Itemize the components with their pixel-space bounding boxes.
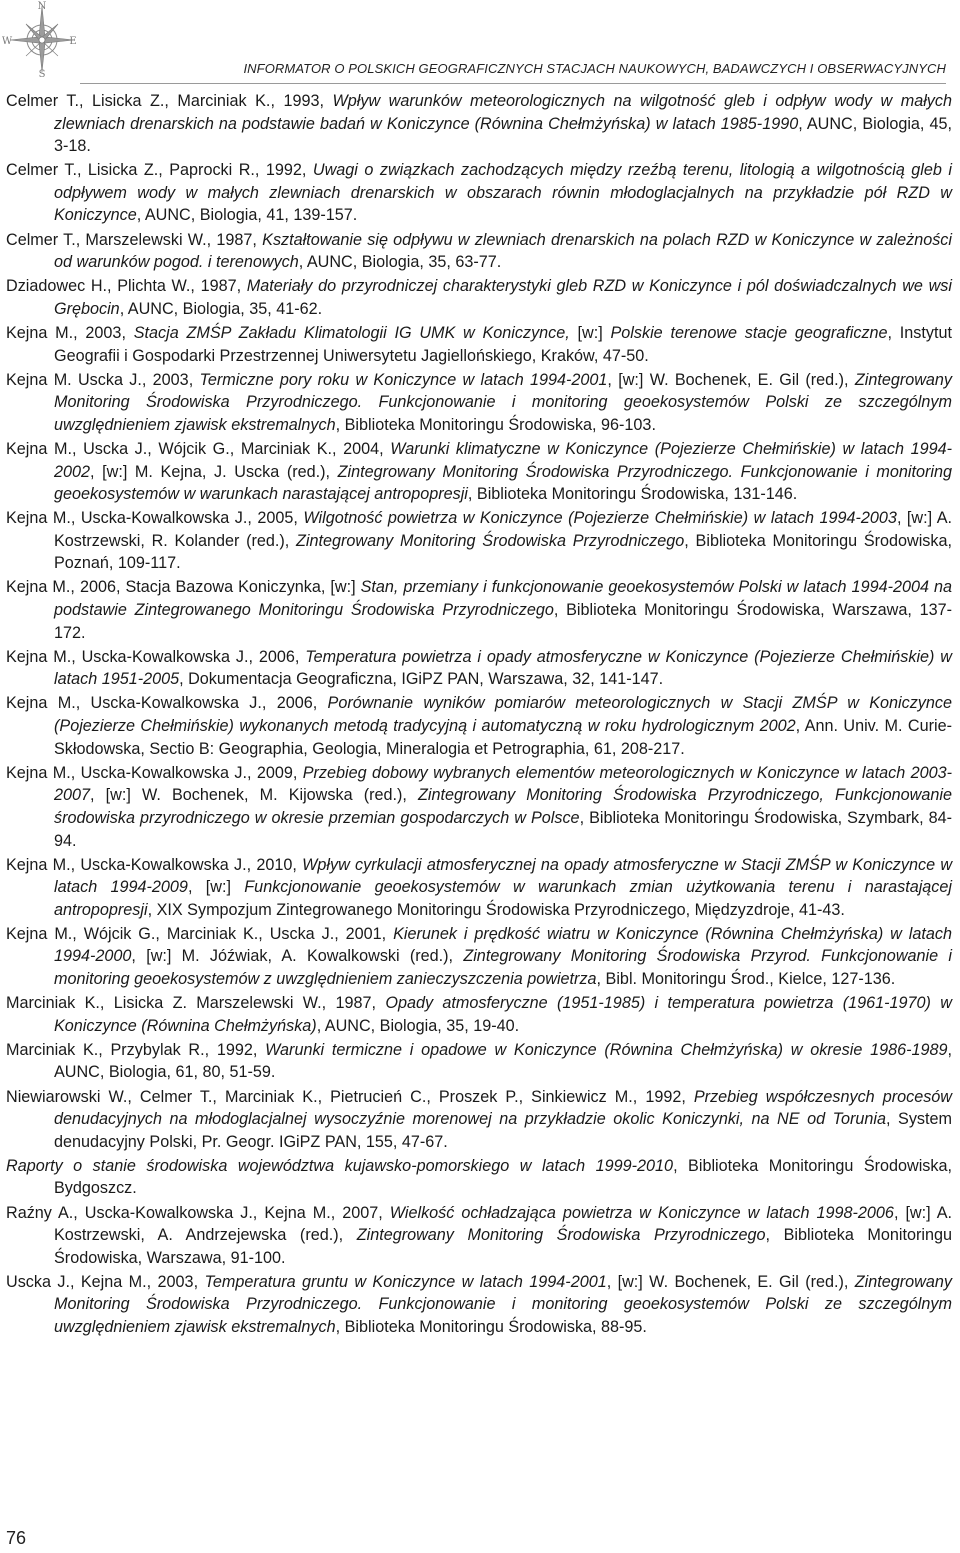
reference-year: 1987: [335, 994, 372, 1013]
reference-entry: [6, 1155, 952, 1200]
reference-year: 2003: [85, 323, 122, 342]
reference-source: , Biblioteka Monitoringu Środowiska, Warszawa, 91-100.: [54, 1226, 953, 1267]
reference-title: Temperatura gruntu w Koniczynce w latach 1994-2001: [204, 1272, 607, 1291]
reference-entry: Celmer T., Marszelewski W., 1987, Kształtowanie się odpływu w zlewniach drenarskich na polach RZD w Koniczynce w zależności od warunków pogod. i terenowych, AUNC, Biologia, 35, 63-77.: [6, 230, 952, 272]
reference-mid: , [w:] A. Kostrzewski, R. Kolander (red.),: [54, 509, 953, 550]
reference-source: , Biblioteka Monitoringu Środowiska, 96-103.: [335, 415, 656, 434]
reference-authors: Kejna M.: [6, 578, 71, 597]
reference-title: Warunki termiczne i opadowe w Koniczynce (Równina Chełmżyńska) w okresie 1986-1989: [265, 1040, 948, 1059]
reference-title2: Zintegrowany Monitoring Środowiska Przyrodniczego. Funkcjonowanie i monitoring geoekosystemów Polski ze szczególnym uwzględnieniem zjawisk ekstremalnych: [54, 370, 953, 434]
reference-title: Kształtowanie się odpływu w zlewniach drenarskich na polach RZD w Koniczynce w zależności od warunków pogod. i terenowych: [54, 230, 952, 272]
reference-title: Raporty o stanie środowiska województwa kujawsko-pomorskiego w latach 1999-2010: [6, 1156, 674, 1175]
reference-mid: , [w:] A. Kostrzewski, A. Andrzejewska (red.),: [54, 1203, 953, 1245]
reference-authors: Kejna M., Uscka-Kowalkowska J.: [6, 763, 247, 782]
running-header: INFORMATOR O POLSKICH GEOGRAFICZNYCH STACJACH NAUKOWYCH, BADAWCZYCH I OBSERWACYJNYCH: [243, 61, 946, 76]
compass-letter-s: S: [38, 69, 46, 78]
reference-entry: Kejna M., 2003, Stacja ZMŚP Zakładu Klimatologii IG UMK w Koniczynce, [w:] Polskie terenowe stacje geograficzne, Instytut Geografii i Gospodarki Przestrzennej Uniwersytetu Jagiellońskiego, Kraków, 47-50.: [6, 323, 952, 365]
reference-entry: Celmer T., Lisicka Z., Marciniak K., 1993, Wpływ warunków meteorologicznych na wilgotność gleb i odpływ wody w małych zlewniach drenarskich na podstawie badań w Koniczynce (Równina Chełmżyńska) w latach 1985-1990, AUNC, Biologia, 45, 3-18.: [6, 92, 953, 156]
reference-title2: Zintegrowany Monitoring Środowiska Przyrodniczego: [296, 531, 685, 550]
reference-title2: Zintegrowany Monitoring Środowiska Przyrodniczego: [356, 1226, 766, 1245]
reference-title: Przebieg współczesnych procesów denudacyjnych na młodoglacjalnej wysoczyźnie morenowej na przykładzie okolic Koniczynki, na NE od Torunia: [54, 1087, 952, 1129]
reference-year: 2006: [258, 647, 295, 666]
reference-source: , Bibl. Monitoringu Środ., Kielce, 127-136.: [596, 970, 896, 989]
reference-title: Stan, przemiany i funkcjonowanie geoekosystemów Polski w latach 1994-2004 na podstawie Zintegrowanego Monitoringu Środowiska Przyrodniczego: [54, 578, 952, 620]
reference-entry: Kejna M., Uscka-Kowalkowska J., 2005, Wilgotność powietrza w Koniczynce (Pojezierze Chełmińskie) w latach 1994-2003, [w:] A. Kostrzewski, R. Kolander (red.), Zintegrowany Monitoring Środowiska Przyrodniczego, Biblioteka Monitoringu Środowiska, Poznań, 109-117.: [6, 509, 953, 573]
compass-letter-e: E: [69, 36, 77, 47]
reference-title: Wielkość ochładzająca powietrza w Koniczynce w latach 1998-2006: [389, 1203, 894, 1222]
reference-mid: [w:]: [569, 323, 611, 342]
reference-title: Termiczne pory roku w Koniczynce w latach 1994-2001: [199, 370, 608, 389]
reference-title2: Zintegrowany Monitoring Środowiska Przyrodniczego. Funkcjonowanie i monitoring geoekosystemów w warunkach narastającej antropopresji: [54, 462, 952, 504]
reference-year: 2005: [257, 509, 294, 528]
reference-authors: Kejna M., Uscka-Kowalkowska J.: [6, 509, 248, 528]
reference-entry: Celmer T., Lisicka Z., Paprocki R., 1992, Uwagi o związkach zachodzących między rzeźbą terenu, litologią a wilgotnością gleb i odpływem wody w małych zlewniach drenarskich w obszarach równin młodoglacjalnych na przykładzie pół RZD w Koniczynce, AUNC, Biologia, 41, 139-157.: [6, 161, 952, 225]
reference-source: , AUNC, Biologia, 35, 41-62.: [119, 299, 323, 318]
reference-entry: Kejna M., Uscka-Kowalkowska J., 2010, Wpływ cyrkulacji atmosferycznej na opady atmosferyczne w Stacji ZMŚP w Koniczynce w latach 1994-2009, [w:] Funkcjonowanie geoekosystemów w warunkach zmian użytkowania terenu i narastającej antropopresji, XIX Sympozjum Zintegrowanego Monitoringu Środowiska Przyrodniczego, Międzyzdroje, 41-43.: [6, 855, 953, 919]
reference-authors: Kejna M., Uscka-Kowalkowska J.: [6, 855, 247, 874]
reference-authors: Celmer T., Marszelewski W.: [6, 230, 207, 249]
reference-source: , Biblioteka Monitoringu Środowiska, 88-95.: [335, 1317, 647, 1336]
reference-year: 1987: [200, 277, 237, 296]
reference-authors: Kejna M. Uscka J.: [6, 370, 142, 389]
reference-year: 2006: [276, 694, 313, 713]
reference-authors: Niewiarowski W., Celmer T., Marciniak K., Pietrucień C., Proszek P., Sinkiewicz M.: [6, 1087, 633, 1106]
reference-year: 2007: [342, 1203, 379, 1222]
reference-source: , AUNC, Biologia, 61, 80, 51-59.: [54, 1040, 953, 1082]
reference-entry: Kejna M., Uscka-Kowalkowska J., 2006, Temperatura powietrza i opady atmosferyczne w Koniczynce (Pojezierze Chełmińskie) w latach 1951-2005, Dokumentacja Geograficzna, IGiPZ PAN, Warszawa, 32, 141-147.: [6, 647, 952, 689]
reference-entry: Dziadowec H., Plichta W., 1987, Materiały do przyrodniczej charakterystyki gleb RZD w Koniczynce i pól doświadczalnych we wsi Grębocin, AUNC, Biologia, 35, 41-62.: [6, 277, 952, 318]
reference-source: , Biblioteka Monitoringu Środowiska, Poznań, 109-117.: [54, 531, 952, 573]
reference-source: , XIX Sympozjum Zintegrowanego Monitoringu Środowiska Przyrodniczego, Międzyzdroje, 41-43.: [147, 900, 845, 919]
reference-entry: Raźny A., Uscka-Kowalkowska J., Kejna M., 2007, Wielkość ochładzająca powietrza w Koniczynce w latach 1998-2006, [w:] A. Kostrzewski, A. Andrzejewska (red.), Zintegrowany Monitoring Środowiska Przyrodniczego, Biblioteka Monitoringu Środowiska, Warszawa, 91-100.: [6, 1203, 953, 1267]
reference-year: 2004: [343, 439, 380, 458]
reference-title: Stacja ZMŚP Zakładu Klimatologii IG UMK w Koniczynce,: [133, 323, 570, 342]
reference-year: 1992: [265, 161, 302, 180]
reference-authors: Kejna M., Uscka J., Wójcik G., Marciniak K.: [6, 439, 332, 458]
reference-source: , Biblioteka Monitoringu Środowiska, Bydgoszcz.: [54, 1156, 952, 1198]
reference-mid: , [w:] W. Bochenek, M. Kijowska (red.),: [90, 786, 418, 805]
reference-authors: Celmer T., Lisicka Z., Marciniak K.: [6, 92, 271, 110]
reference-list: [6, 90, 952, 1340]
reference-authors: Celmer T., Lisicka Z., Paprocki R.: [6, 161, 255, 180]
reference-title: Wilgotność powietrza w Koniczynce (Pojezierze Chełmińskie) w latach 1994-2003: [303, 509, 897, 528]
reference-entry: Kejna M., Wójcik G., Marciniak K., Uscka J., 2001, Kierunek i prędkość wiatru w Koniczynce (Równina Chełmżyńska) w latach 1994-2000, [w:] M. Jóźwiak, A. Kowalkowski (red.), Zintegrowany Monitoring Środowiska Przyrod. Funkcjonowanie i monitoring geoekosystemów z uwzględnieniem zanieczyszczenia powietrza, Bibl. Monitoringu Środ., Kielce, 127-136.: [6, 924, 952, 989]
reference-title: Wpływ warunków meteorologicznych na wilgotność gleb i odpływ wody w małych zlewniach drenarskich na podstawie badań w Koniczynce (Równina Chełmżyńska) w latach 1985-1990: [54, 92, 953, 133]
reference-entry: Uscka J., Kejna M., 2003, Temperatura gruntu w Koniczynce w latach 1994-2001, [w:] W. Bochenek, E. Gil (red.), Zintegrowany Monitoring Środowiska Przyrodniczego. Funkcjonowanie i monitoring geoekosystemów Polski ze szczególnym uwzględnieniem zjawisk ekstremalnych, Biblioteka Monitoringu Środowiska, 88-95.: [6, 1272, 952, 1336]
reference-title2: Zintegrowany Monitoring Środowiska Przyrodniczego, Funkcjonowanie środowiska przyrodniczego w okresie przemian gospodarczych w Polsce: [54, 786, 952, 827]
reference-source: , Biblioteka Monitoringu Środowiska, Warszawa, 137-172.: [54, 601, 952, 642]
reference-authors: Dziadowec H., Plichta W.: [6, 277, 191, 296]
reference-year: 2001: [345, 924, 382, 943]
reference-pre: Stacja Bazowa Koniczynka, [w:]: [125, 578, 361, 597]
reference-authors: Uscka J., Kejna M.: [6, 1272, 147, 1291]
reference-title: Uwagi o związkach zachodzących między rzeźbą terenu, litologią a wilgotnością gleb i odpływem wody w małych zlewniach drenarskich w obszarach równin młodoglacjalnych na przykładzie pół RZD w Koniczynce: [54, 161, 952, 225]
reference-title2: Zintegrowany Monitoring Środowiska Przyrod. Funkcjonowanie i monitoring geoekosystemów z uwzględnieniem zanieczyszczenia powietrza: [54, 947, 952, 989]
reference-entry: Kejna M., Uscka J., Wójcik G., Marciniak K., 2004, Warunki klimatyczne w Koniczynce (Pojezierze Chełmińskie) w latach 1994-2002, [w:] M. Kejna, J. Uscka (red.), Zintegrowany Monitoring Środowiska Przyrodniczego. Funkcjonowanie i monitoring geoekosystemów w warunkach narastającej antropopresji, Biblioteka Monitoringu Środowiska, 131-146.: [6, 439, 952, 504]
reference-authors: Marciniak K., Przybylak R.: [6, 1040, 205, 1059]
reference-title: Wpływ cyrkulacji atmosferycznej na opady atmosferyczne w Stacji ZMŚP w Koniczynce w latach 1994-2009: [54, 855, 953, 897]
reference-source: , Instytut Geografii i Gospodarki Przestrzennej Uniwersytetu Jagiellońskiego, Kraków, 47-50.: [54, 323, 952, 365]
reference-year: 2003: [152, 370, 189, 389]
reference-entry: Kejna M., 2006, Stacja Bazowa Koniczynka, [w:] Stan, przemiany i funkcjonowanie geoekosystemów Polski w latach 1994-2004 na podstawie Zintegrowanego Monitoringu Środowiska Przyrodniczego, Biblioteka Monitoringu Środowiska, Warszawa, 137-172.: [6, 578, 952, 642]
reference-title2: Polskie terenowe stacje geograficzne: [610, 323, 888, 342]
reference-entry: Kejna M., Uscka-Kowalkowska J., 2009, Przebieg dobowy wybranych elementów meteorologicznych w Koniczynce w latach 2003-2007, [w:] W. Bochenek, M. Kijowska (red.), Zintegrowany Monitoring Środowiska Przyrodniczego, Funkcjonowanie środowiska przyrodniczego w okresie przemian gospodarczych w Polsce, Biblioteka Monitoringu Środowiska, Szymbark, 84-94.: [6, 763, 953, 850]
reference-year: 2003: [157, 1272, 194, 1291]
reference-source: , System denudacyjny Polski, Pr. Geogr. IGiPZ PAN, 155, 47-67.: [54, 1110, 952, 1151]
reference-authors: Raźny A., Uscka-Kowalkowska J., Kejna M.: [6, 1203, 331, 1222]
compass-letter-w: W: [2, 36, 13, 47]
reference-title: Warunki klimatyczne w Koniczynce (Pojezierze Chełmińskie) w latach 1994-2002: [54, 439, 952, 481]
reference-year: 1992: [216, 1040, 253, 1059]
reference-year: 1987: [216, 230, 253, 249]
header-divider: [80, 83, 946, 84]
reference-title: Opady atmosferyczne (1951-1985) i temperatura powietrza (1961-1970) w Koniczynce (Równina Chełmżyńska): [54, 994, 952, 1035]
reference-title: Przebieg dobowy wybranych elementów meteorologicznych w Koniczynce w latach 2003-2007: [54, 763, 952, 805]
reference-title2: Funkcjonowanie geoekosystemów w warunkach zmian użytkowania terenu i narastającej antropopresji: [54, 878, 952, 919]
compass-rose-logo: [2, 0, 78, 78]
reference-title2: Zintegrowany Monitoring Środowiska Przyrodniczego. Funkcjonowanie i monitoring geoekosystemów Polski ze szczególnym uwzględnieniem zjawisk ekstremalnych: [54, 1272, 952, 1336]
reference-title: Porównanie wyników pomiarów meteorologicznych w Stacji ZMŚP w Koniczynce (Pojezierze Chełmińskie) wykonanych metodą tradycyjną i automatyczną w roku hydrologicznym 2002: [54, 694, 953, 736]
reference-mid: , [w:] W. Bochenek, E. Gil (red.),: [607, 370, 855, 389]
reference-year: 1993: [283, 92, 320, 110]
reference-mid: , [w:] W. Bochenek, E. Gil (red.),: [606, 1272, 855, 1291]
reference-source: , Ann. Univ. M. Curie-Skłodowska, Sectio B: Geographia, Geologia, Mineralogia et Petrographia, 61, 208-217.: [54, 717, 952, 758]
reference-entry: Marciniak K., Przybylak R., 1992, Warunki termiczne i opadowe w Koniczynce (Równina Chełmżyńska) w okresie 1986-1989, AUNC, Biologia, 61, 80, 51-59.: [6, 1040, 953, 1082]
reference-mid: , [w:] M. Kejna, J. Uscka (red.),: [90, 462, 338, 481]
page-number: 76: [6, 1528, 27, 1548]
reference-title: Temperatura powietrza i opady atmosferyczne w Koniczynce (Pojezierze Chełmińskie) w latach 1951-2005: [54, 647, 952, 689]
reference-source: , Biblioteka Monitoringu Środowiska, Szymbark, 84-94.: [54, 808, 953, 850]
reference-entry: Kejna M. Uscka J., 2003, Termiczne pory roku w Koniczynce w latach 1994-2001, [w:] W. Bochenek, E. Gil (red.), Zintegrowany Monitoring Środowiska Przyrodniczego. Funkcjonowanie i monitoring geoekosystemów Polski ze szczególnym uwzględnieniem zjawisk ekstremalnych, Biblioteka Monitoringu Środowiska, 96-103.: [6, 370, 953, 434]
reference-entry: Niewiarowski W., Celmer T., Marciniak K., Pietrucień C., Proszek P., Sinkiewicz M., 1992, Przebieg współczesnych procesów denudacyjnych na młodoglacjalnej wysoczyźnie morenowej na przykładzie okolic Koniczynki, na NE od Torunia, System denudacyjny Polski, Pr. Geogr. IGiPZ PAN, 155, 47-67.: [6, 1087, 952, 1151]
reference-mid: , [w:] M. Jóźwiak, A. Kowalkowski (red.),: [131, 947, 464, 966]
reference-authors: Marciniak K., Lisicka Z. Marszelewski W.: [6, 994, 322, 1013]
reference-source: , Biblioteka Monitoringu Środowiska, 131-146.: [467, 485, 798, 504]
reference-source: , AUNC, Biologia, 35, 63-77.: [298, 253, 502, 272]
reference-authors: Kejna M.: [6, 323, 74, 342]
reference-year: 1992: [645, 1087, 682, 1106]
reference-title: Kierunek i prędkość wiatru w Koniczynce (Równina Chełmżyńska) w latach 1994-2000: [54, 924, 952, 966]
reference-mid: , [w:]: [187, 878, 245, 897]
reference-authors: Kejna M., Wójcik G., Marciniak K., Uscka J.: [6, 924, 335, 943]
reference-entry: Marciniak K., Lisicka Z. Marszelewski W., 1987, Opady atmosferyczne (1951-1985) i temperatura powietrza (1961-1970) w Koniczynce (Równina Chełmżyńska), AUNC, Biologia, 35, 19-40.: [6, 994, 952, 1035]
reference-entry: Kejna M., Uscka-Kowalkowska J., 2006, Porównanie wyników pomiarów meteorologicznych w Stacji ZMŚP w Koniczynce (Pojezierze Chełmińskie) wykonanych metodą tradycyjną i automatyczną w roku hydrologicznym 2002, Ann. Univ. M. Curie-Skłodowska, Sectio B: Geographia, Geologia, Mineralogia et Petrographia, 61, 208-217.: [6, 694, 953, 758]
reference-authors: Kejna M., Uscka-Kowalkowska J.: [6, 694, 262, 713]
reference-source: , AUNC, Biologia, 41, 139-157.: [136, 206, 358, 225]
reference-source: , AUNC, Biologia, 45, 3-18.: [54, 114, 952, 156]
reference-year: 2010: [256, 855, 293, 874]
reference-year: 2006: [79, 578, 116, 597]
reference-year: 2009: [256, 763, 293, 782]
reference-source: , AUNC, Biologia, 35, 19-40.: [316, 1016, 520, 1035]
compass-letter-n: N: [37, 1, 47, 12]
reference-title: Materiały do przyrodniczej charakterystyki gleb RZD w Koniczynce i pól doświadczalnych we wsi Grębocin: [54, 277, 952, 318]
reference-source: , Dokumentacja Geograficzna, IGiPZ PAN, Warszawa, 32, 141-147.: [179, 670, 664, 689]
reference-authors: Kejna M., Uscka-Kowalkowska J.: [6, 647, 249, 666]
